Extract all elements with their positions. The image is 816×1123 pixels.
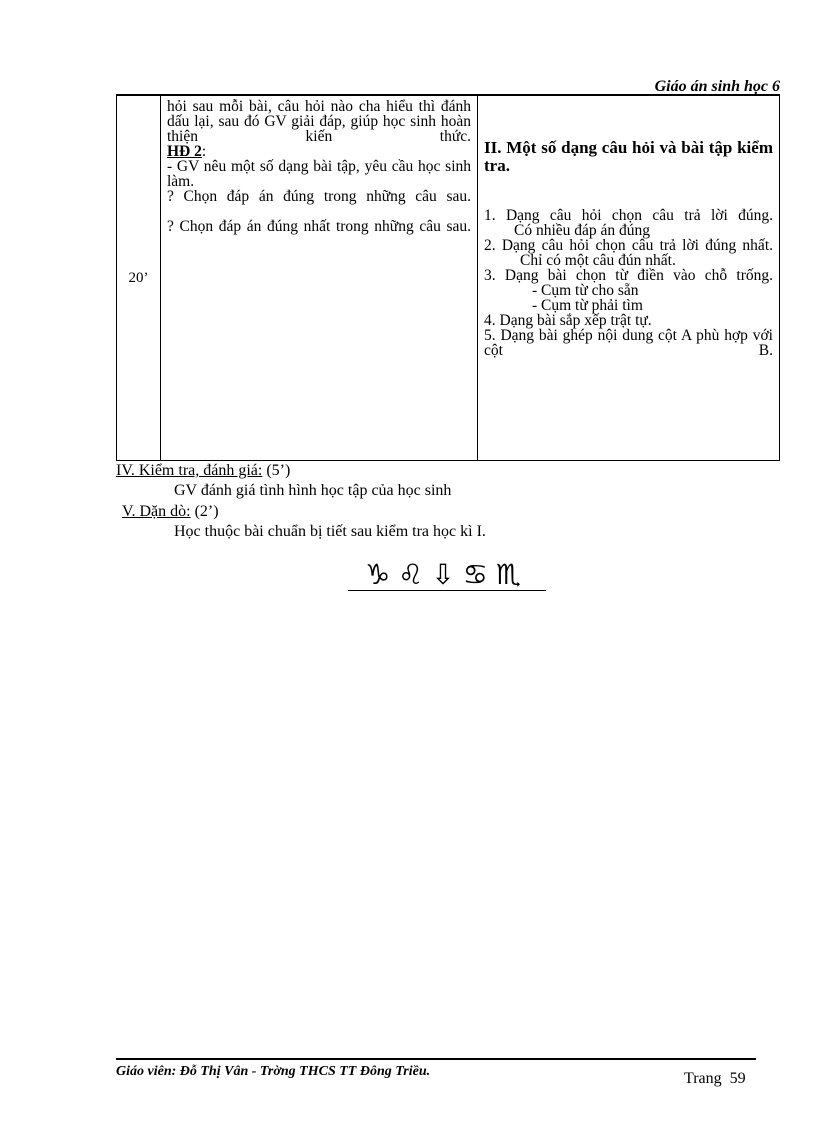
time-value: 20’ xyxy=(128,269,149,286)
activity-cell xyxy=(161,96,478,461)
hd-label: HĐ 2 xyxy=(167,143,202,160)
content-item-1-sub: Có nhiều đáp án đúng xyxy=(514,222,651,239)
section-5-heading xyxy=(122,503,219,521)
hd-heading xyxy=(167,144,471,159)
section-4-title: IV. Kiểm tra, đánh giá: xyxy=(116,462,263,479)
section-5-time: (2’) xyxy=(190,503,219,520)
page-label: Trang xyxy=(684,1070,722,1087)
header-title: Giáo án sinh học 6 xyxy=(654,78,780,95)
section-5-title: V. Dặn dò: xyxy=(122,503,191,520)
section-4-text: GV đánh giá tình hình học tập của học sinh xyxy=(174,482,452,499)
activity-gv-line: - GV nêu một số dạng bài tập, yêu cầu học sinh làm. xyxy=(167,158,471,190)
content-item-3-sub-1: - Cụm từ cho sẵn xyxy=(532,282,639,299)
content-item-2-sub: Chỉ có một câu đún nhất. xyxy=(520,252,676,269)
page-number xyxy=(684,1070,746,1088)
section-4-time: (5’) xyxy=(262,462,291,479)
content-cell xyxy=(478,96,780,461)
footer-rule xyxy=(116,1058,756,1060)
content-item-3: 3. Dạng bài chọn từ điền vào chỗ trống. xyxy=(484,267,773,284)
activity-question-2: ? Chọn đáp án đúng nhất trong những câu sau. xyxy=(167,218,471,235)
page-number-value: 59 xyxy=(729,1070,746,1087)
section-5-text: Học thuộc bài chuẩn bị tiết sau kiểm tra học kì I. xyxy=(174,523,486,540)
hd-suffix: : xyxy=(201,143,207,160)
content-item-5: 5. Dạng bài ghép nội dung cột A phù hợp với cột B. xyxy=(484,327,773,359)
activity-question-1: ? Chọn đáp án đúng trong những câu sau. xyxy=(167,188,471,205)
section-4-heading xyxy=(116,462,290,480)
content-item-2: 2. Dạng câu hỏi chọn câu trả lời đúng nhất. xyxy=(484,237,773,254)
lesson-table xyxy=(116,95,780,461)
footer-teacher: Giáo viên: Đỗ Thị Vân - Trờng THCS TT Đông Triều. xyxy=(116,1064,431,1079)
section-title: II. Một số dạng câu hỏi và bài tập kiểm tra. xyxy=(484,138,773,175)
time-cell xyxy=(117,96,161,461)
content-item-4: 4. Dạng bài sắp xếp trật tự. xyxy=(484,312,652,329)
content-item-3-sub-2: - Cụm từ phải tìm xyxy=(532,297,643,314)
decorative-divider-symbols: ♑♌⇩♋♏ xyxy=(348,560,546,591)
activity-paragraph: hỏi sau mỗi bài, câu hỏi nào cha hiểu thì đánh dấu lại, sau đó GV giải đáp, giúp học sinh hoàn thiện kiến thức. xyxy=(167,98,471,145)
table-row xyxy=(117,96,780,461)
content-item-1: 1. Dạng câu hỏi chọn câu trả lời đúng. xyxy=(484,207,773,224)
